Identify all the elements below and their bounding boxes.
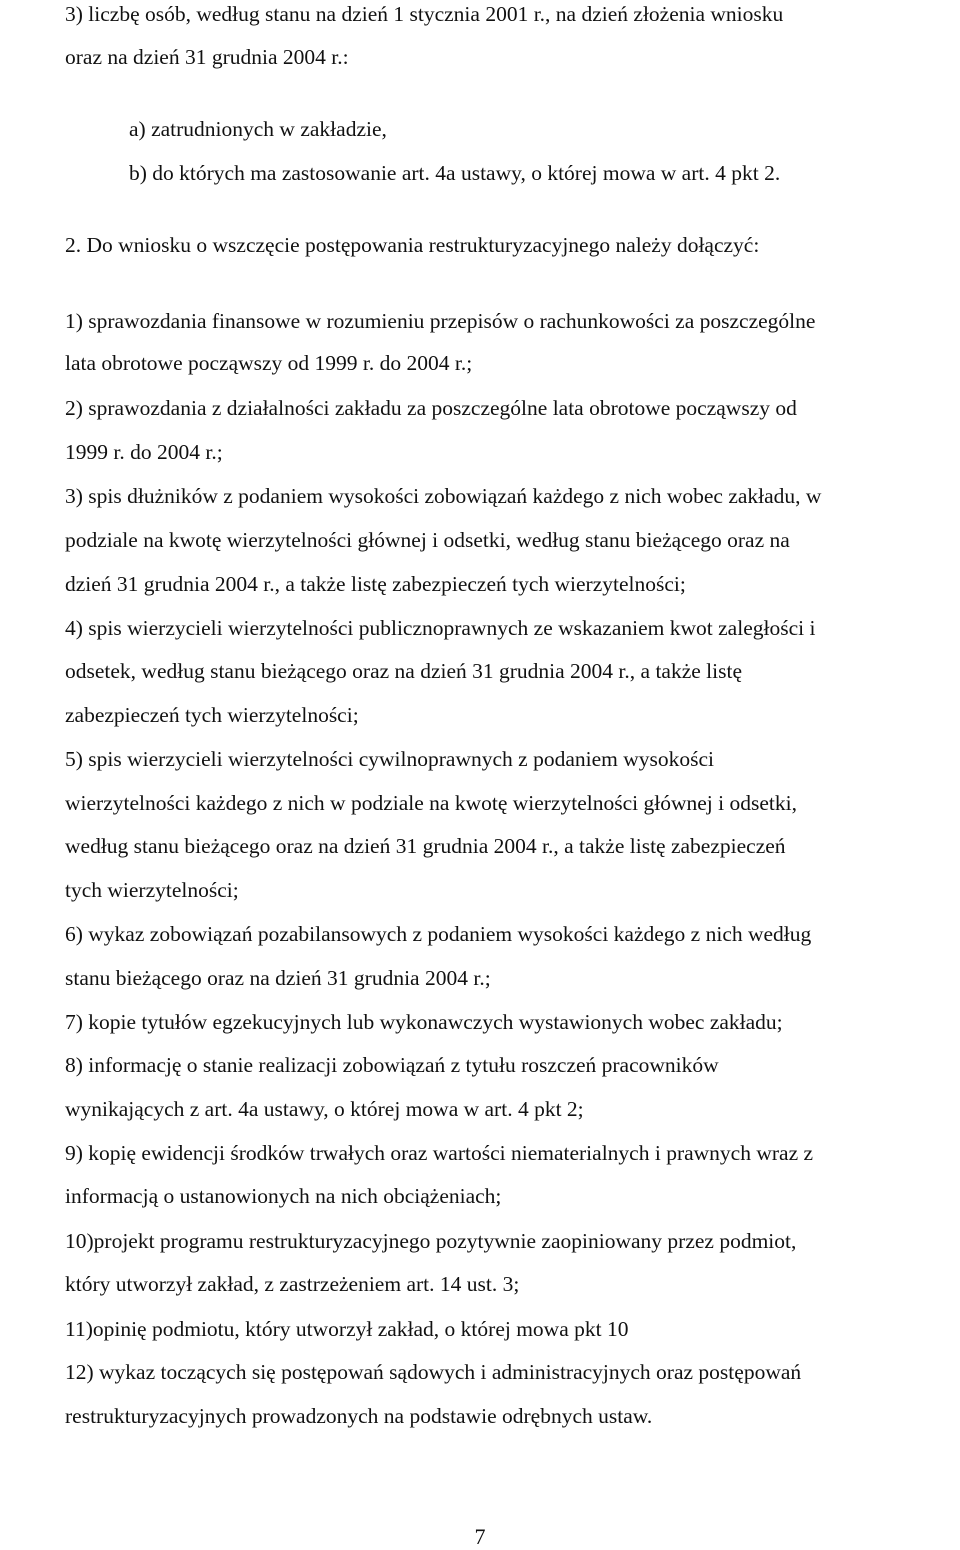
text-line: 5) spis wierzycieli wierzytelności cywilnoprawnych z podaniem wysokości [65,747,714,771]
text-line: 8) informację o stanie realizacji zobowiązań z tytułu roszczeń pracowników [65,1053,719,1077]
text-line: 6) wykaz zobowiązań pozabilansowych z podaniem wysokości każdego z nich według [65,922,812,946]
text-line: 3) liczbę osób, według stanu na dzień 1 stycznia 2001 r., na dzień złożenia wniosku [65,2,784,26]
text-line: według stanu bieżącego oraz na dzień 31 grudnia 2004 r., a także listę zabezpieczeń [65,834,786,858]
text-line: 9) kopię ewidencji środków trwałych oraz wartości niematerialnych i prawnych wraz z [65,1141,814,1165]
text-line: podziale na kwotę wierzytelności głównej i odsetki, według stanu bieżącego oraz na [65,528,790,552]
text-line: oraz na dzień 31 grudnia 2004 r.: [65,45,349,69]
text-line: informacją o ustanowionych na nich obciążeniach; [65,1184,502,1208]
text-line: 1) sprawozdania finansowe w rozumieniu przepisów o rachunkowości za poszczególne [65,309,816,333]
text-line: zabezpieczeń tych wierzytelności; [65,703,359,727]
text-line: a) zatrudnionych w zakładzie, [129,117,387,141]
text-line: który utworzył zakład, z zastrzeżeniem art. 14 ust. 3; [65,1272,520,1296]
text-line: odsetek, według stanu bieżącego oraz na dzień 31 grudnia 2004 r., a także listę [65,659,743,683]
page-number: 7 [474,1524,486,1549]
text-line: stanu bieżącego oraz na dzień 31 grudnia 2004 r.; [65,966,491,990]
section-heading: 2. Do wniosku o wszczęcie postępowania restrukturyzacyjnego należy dołączyć: [65,233,760,257]
text-line: restrukturyzacyjnych prowadzonych na podstawie odrębnych ustaw. [65,1404,653,1428]
text-line: 3) spis dłużników z podaniem wysokości zobowiązań każdego z nich wobec zakładu, w [65,484,822,508]
text-line: 11)opinię podmiotu, który utworzył zakład, o której mowa pkt 10 [65,1317,629,1341]
text-line: 10)projekt programu restrukturyzacyjnego pozytywnie zaopiniowany przez podmiot, [65,1229,797,1253]
text-line: 12) wykaz toczących się postępowań sądowych i administracyjnych oraz postępowań [65,1360,802,1384]
text-line: 7) kopie tytułów egzekucyjnych lub wykonawczych wystawionych wobec zakładu; [65,1010,783,1034]
text-line: wynikających z art. 4a ustawy, o której mowa w art. 4 pkt 2; [65,1097,584,1121]
text-line: dzień 31 grudnia 2004 r., a także listę zabezpieczeń tych wierzytelności; [65,572,686,596]
text-line: b) do których ma zastosowanie art. 4a ustawy, o której mowa w art. 4 pkt 2. [129,161,781,185]
text-line: lata obrotowe począwszy od 1999 r. do 2004 r.; [65,351,473,375]
text-line: 1999 r. do 2004 r.; [65,440,223,464]
text-line: tych wierzytelności; [65,878,239,902]
text-line: 4) spis wierzycieli wierzytelności publicznoprawnych ze wskazaniem kwot zaległości i [65,616,816,640]
text-line: 2) sprawozdania z działalności zakładu za poszczególne lata obrotowe począwszy od [65,396,797,420]
text-line: wierzytelności każdego z nich w podziale na kwotę wierzytelności głównej i odsetki, [65,791,797,815]
